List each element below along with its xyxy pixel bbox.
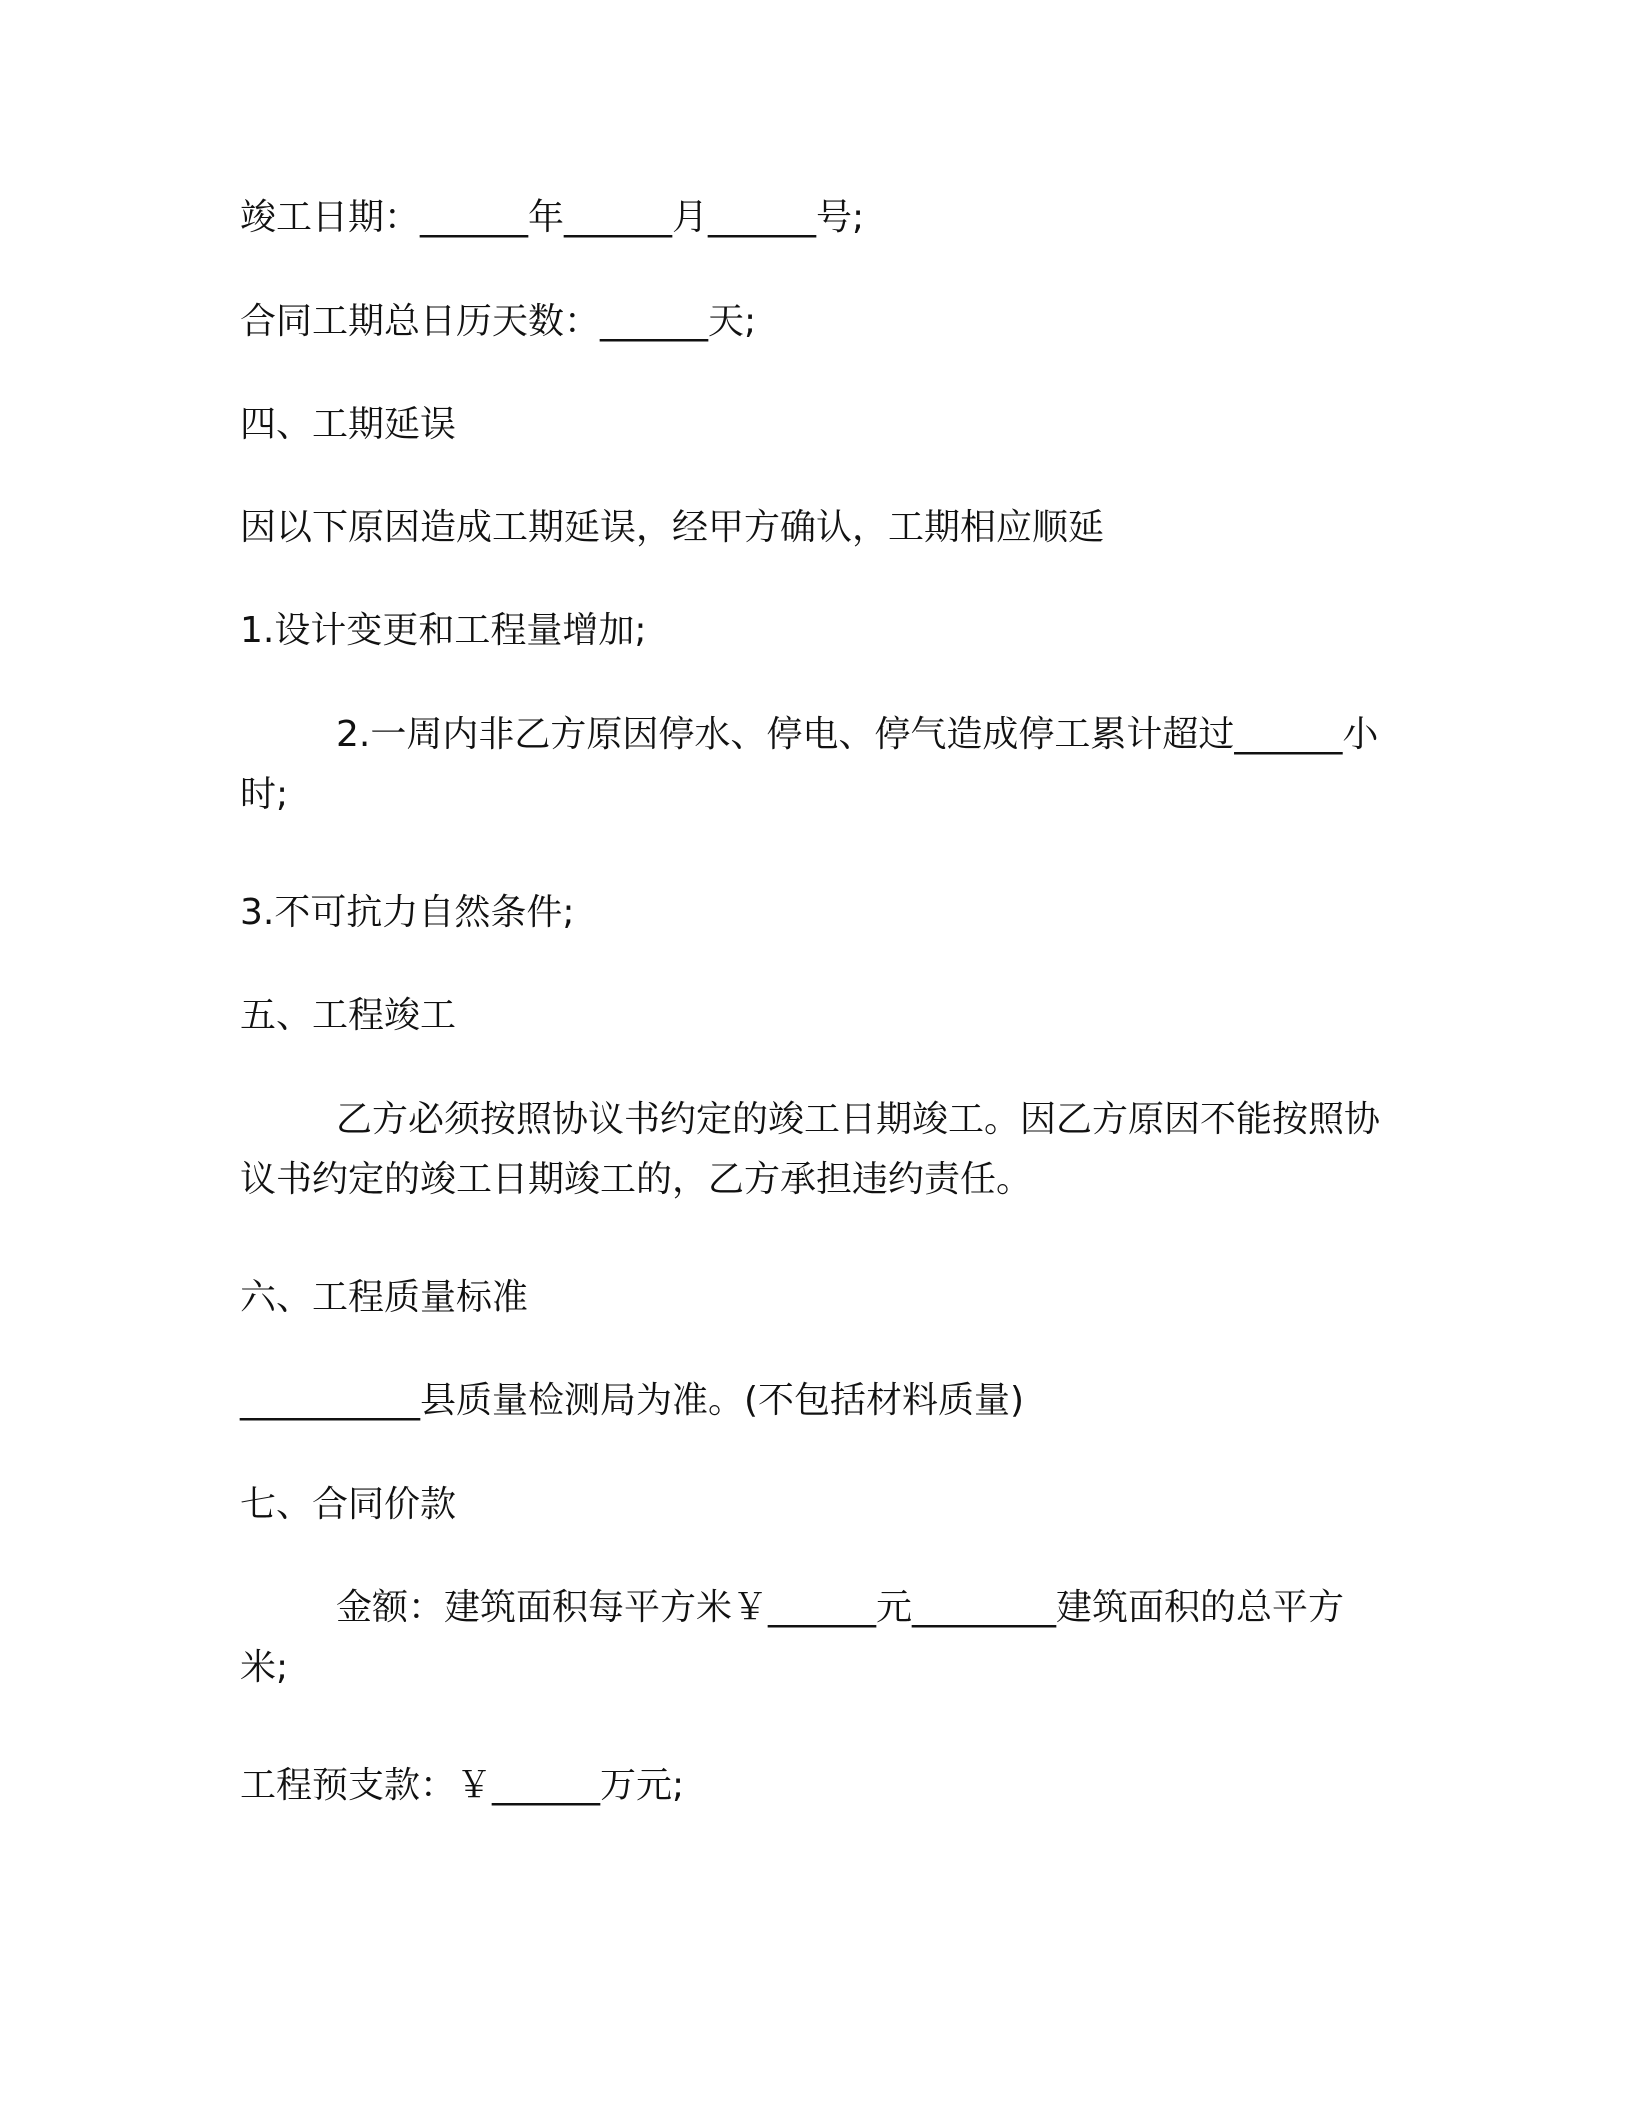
completion-paragraph: 乙方必须按照协议书约定的竣工日期竣工。因乙方原因不能按照协议书约定的竣工日期竣工的，乙方承担违约责任。 bbox=[240, 1099, 1381, 1200]
advance-payment-line: 工程预支款：￥______万元; bbox=[240, 1765, 685, 1806]
completion-date-line: 竣工日期：______年______月______号; bbox=[240, 197, 865, 238]
delay-item-3: 3.不可抗力自然条件; bbox=[240, 892, 575, 933]
section-heading-quality: 六、工程质量标准 bbox=[240, 1277, 529, 1318]
delay-intro-paragraph: 因以下原因造成工期延误，经甲方确认，工期相应顺延 bbox=[240, 507, 1105, 548]
section-heading-completion: 五、工程竣工 bbox=[240, 995, 457, 1036]
total-calendar-days-line: 合同工期总日历天数：______天; bbox=[240, 301, 757, 342]
section-heading-price: 七、合同价款 bbox=[240, 1484, 457, 1525]
price-amount-paragraph: 金额：建筑面积每平方米￥______元________建筑面积的总平方米; bbox=[240, 1587, 1345, 1688]
quality-standard-line: __________县质量检测局为准。(不包括材料质量) bbox=[240, 1380, 1025, 1421]
delay-item-1: 1.设计变更和工程量增加; bbox=[240, 610, 647, 651]
section-heading-delay: 四、工期延误 bbox=[240, 404, 457, 445]
delay-item-2: 2.一周内非乙方原因停水、停电、停气造成停工累计超过______小时; bbox=[240, 714, 1379, 815]
